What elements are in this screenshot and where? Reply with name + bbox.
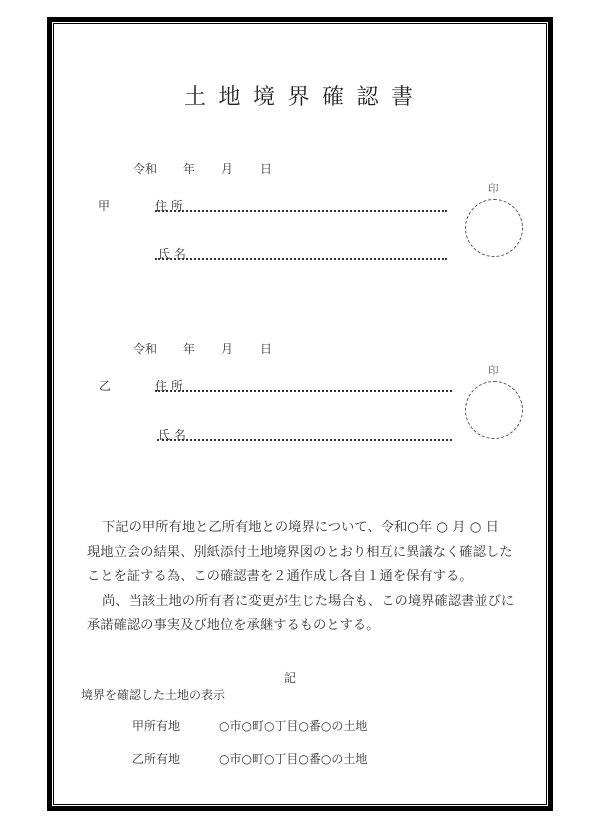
body-line-5: 承諾確認の事実及び地位を承継するものとする。 — [87, 618, 380, 633]
land-section-title: 境界を確認した土地の表示 — [81, 688, 226, 702]
party-a-seal-label: 印 — [488, 183, 499, 195]
body-line-4: 尚、当該土地の所有者に変更が生じた場合も、この境界確認書並びに — [102, 594, 515, 609]
party-b-seal-circle[interactable] — [465, 381, 523, 439]
party-b-date-month: 月 — [221, 342, 234, 356]
party-a-seal-circle[interactable] — [465, 199, 523, 257]
party-b-name-field[interactable] — [157, 439, 452, 441]
party-b-address-field[interactable] — [155, 390, 452, 392]
party-a-label: 甲 — [98, 199, 111, 213]
party-b-address-label: 住 所 — [155, 379, 183, 393]
party-a-date-era: 令和 — [133, 162, 158, 176]
body-line-1: 下記の甲所有地と乙所有地との境界について、令和○年 ○ 月 ○ 日 — [102, 520, 499, 535]
land-row-label: 甲所有地 — [132, 719, 181, 733]
party-a-date-day: 日 — [260, 162, 273, 176]
ki-heading: 記 — [284, 671, 297, 685]
body-line-2: 現地立会の結果、別紙添付土地境界図のとおり相互に異議なく確認した — [87, 545, 513, 560]
party-b-date-year: 年 — [183, 342, 196, 356]
party-a-address-field[interactable] — [155, 210, 447, 212]
party-b-date-day: 日 — [260, 342, 273, 356]
party-b-label: 乙 — [99, 379, 112, 393]
document-title: 土地境界確認書 — [184, 85, 426, 110]
land-row-label: 乙所有地 — [132, 752, 181, 766]
party-a-date-year: 年 — [183, 162, 196, 176]
party-a-date-month: 月 — [221, 162, 234, 176]
party-a-name-label: 氏 名 — [158, 247, 186, 261]
party-a-address-label: 住 所 — [155, 199, 183, 213]
party-a-name-field[interactable] — [155, 258, 447, 260]
party-b-date-era: 令和 — [133, 342, 158, 356]
land-row-value: ○市○町○丁目○番○の土地 — [219, 752, 368, 766]
body-line-3: ことを証する為、この確認書を２通作成し各自１通を保有する。 — [87, 569, 473, 584]
party-b-seal-label: 印 — [488, 365, 499, 377]
party-b-name-label: 氏 名 — [158, 428, 186, 442]
land-row-value: ○市○町○丁目○番○の土地 — [219, 719, 368, 733]
